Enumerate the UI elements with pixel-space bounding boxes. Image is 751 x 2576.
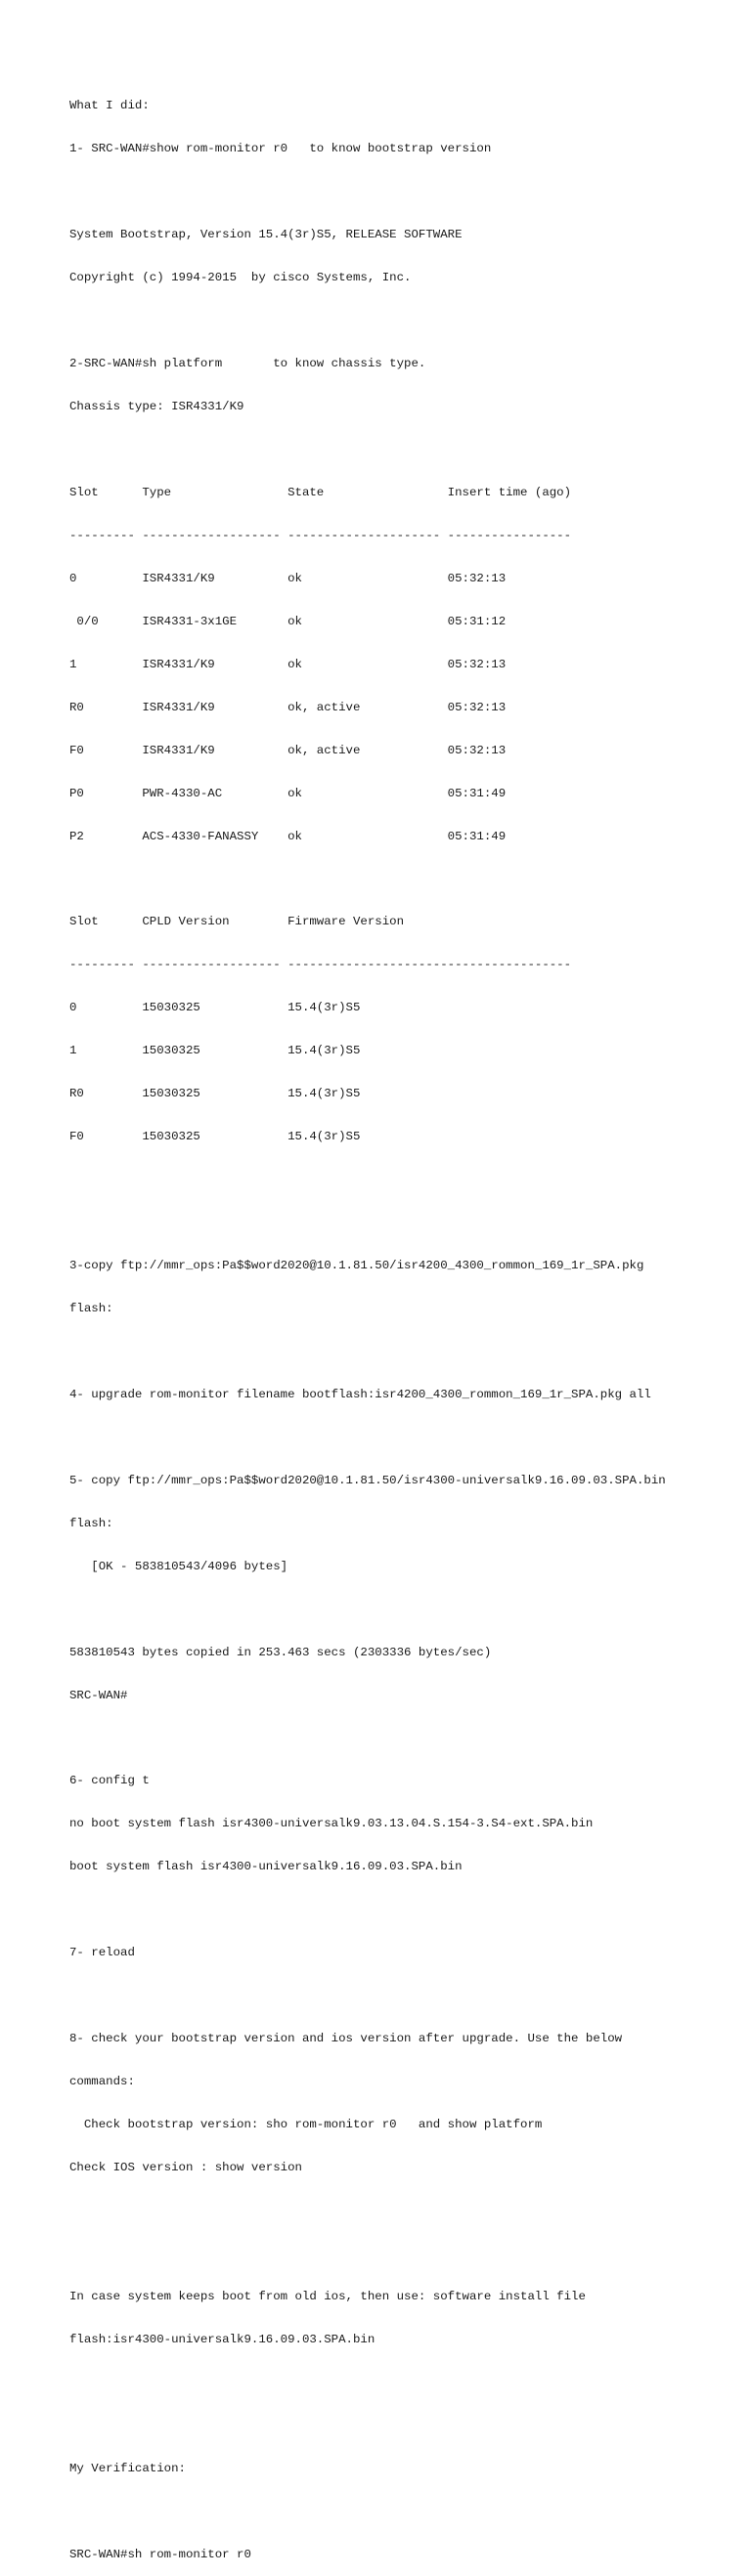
doc-line: Copyright (c) 1994-2015 by cisco Systems, Inc. (69, 271, 412, 285)
verification-command-line: SRC-WAN#sh rom-monitor r0 (69, 2547, 251, 2561)
doc-line: 2-SRC-WAN#sh platform to know chassis type. (69, 357, 426, 371)
step-5-line: 5- copy ftp://mmr_ops:Pa$$word2020@10.1.81.50/isr4300-universalk9.16.09.03.SPA.bin (69, 1473, 666, 1487)
doc-line (69, 2505, 744, 2519)
doc-line (69, 2419, 744, 2433)
doc-line: Chassis type: ISR4331/K9 (69, 399, 244, 413)
firmware-table-row: 0 15030325 15.4(3r)S5 (69, 1001, 361, 1015)
doc-line (69, 2204, 744, 2218)
doc-line: System Bootstrap, Version 15.4(3r)S5, RELEASE SOFTWARE (69, 228, 463, 242)
doc-line (69, 185, 744, 199)
firmware-table-divider: --------- ------------------- --------------------------------------- (69, 958, 572, 972)
copy-result-line: 583810543 bytes copied in 253.463 secs (2303336 bytes/sec) (69, 1645, 492, 1659)
verification-heading: My Verification: (69, 2461, 186, 2475)
platform-table-header: Slot Type State Insert time (ago) (69, 485, 572, 499)
doc-line (69, 314, 744, 328)
doc-line (69, 1216, 744, 1230)
firmware-table-row: F0 15030325 15.4(3r)S5 (69, 1130, 361, 1144)
platform-table-divider: --------- ------------------- --------------------- ----------------- (69, 528, 572, 542)
step-6-line: 6- config t (69, 1774, 150, 1788)
platform-table-row: F0 ISR4331/K9 ok, active 05:32:13 (69, 743, 507, 757)
doc-line (69, 443, 744, 457)
doc-line (69, 1603, 744, 1617)
step-4-line: 4- upgrade rom-monitor filename bootflash:isr4200_4300_rommon_169_1r_SPA.pkg all (69, 1387, 651, 1401)
doc-line (69, 1173, 744, 1187)
step-3-line: 3-copy ftp://mmr_ops:Pa$$word2020@10.1.81.50/isr4200_4300_rommon_169_1r_SPA.pkg (69, 1259, 644, 1273)
doc-line (69, 1903, 744, 1917)
platform-table-row: P2 ACS-4330-FANASSY ok 05:31:49 (69, 829, 507, 843)
platform-table-row: P0 PWR-4330-AC ok 05:31:49 (69, 786, 507, 800)
prompt-line: SRC-WAN# (69, 1688, 128, 1702)
step-5-line: flash: (69, 1516, 113, 1530)
step-8-line: Check IOS version : show version (69, 2161, 302, 2175)
step-3-line: flash: (69, 1302, 113, 1315)
firmware-table-row: R0 15030325 15.4(3r)S5 (69, 1087, 361, 1101)
step-8-line: Check bootstrap version: sho rom-monitor r0 and show platform (69, 2118, 543, 2132)
fallback-note-line: flash:isr4300-universalk9.16.09.03.SPA.bin (69, 2332, 376, 2346)
step-8-line: 8- check your bootstrap version and ios version after upgrade. Use the below (69, 2032, 623, 2046)
doc-line (69, 1345, 744, 1359)
doc-line (69, 1431, 744, 1445)
platform-table-row: 1 ISR4331/K9 ok 05:32:13 (69, 657, 507, 671)
step-6-line: boot system flash isr4300-universalk9.16.09.03.SPA.bin (69, 1860, 463, 1874)
doc-line: 1- SRC-WAN#show rom-monitor r0 to know bootstrap version (69, 142, 492, 156)
doc-line (69, 1732, 744, 1746)
fallback-note-line: In case system keeps boot from old ios, then use: software install file (69, 2289, 586, 2303)
platform-table-row: 0/0 ISR4331-3x1GE ok 05:31:12 (69, 614, 507, 628)
firmware-table-row: 1 15030325 15.4(3r)S5 (69, 1044, 361, 1058)
doc-line (69, 2376, 744, 2390)
doc-line (69, 2247, 744, 2261)
doc-line: What I did: (69, 99, 150, 113)
platform-table-row: 0 ISR4331/K9 ok 05:32:13 (69, 571, 507, 585)
step-5-line: [OK - 583810543/4096 bytes] (69, 1559, 288, 1573)
document-body (69, 70, 744, 2576)
step-8-line: commands: (69, 2075, 135, 2089)
firmware-table-header: Slot CPLD Version Firmware Version (69, 915, 405, 929)
platform-table-row: R0 ISR4331/K9 ok, active 05:32:13 (69, 700, 507, 714)
step-7-line: 7- reload (69, 1946, 135, 1960)
step-6-line: no boot system flash isr4300-universalk9.03.13.04.S.154-3.S4-ext.SPA.bin (69, 1817, 594, 1831)
doc-line (69, 1989, 744, 2003)
doc-line (69, 872, 744, 886)
